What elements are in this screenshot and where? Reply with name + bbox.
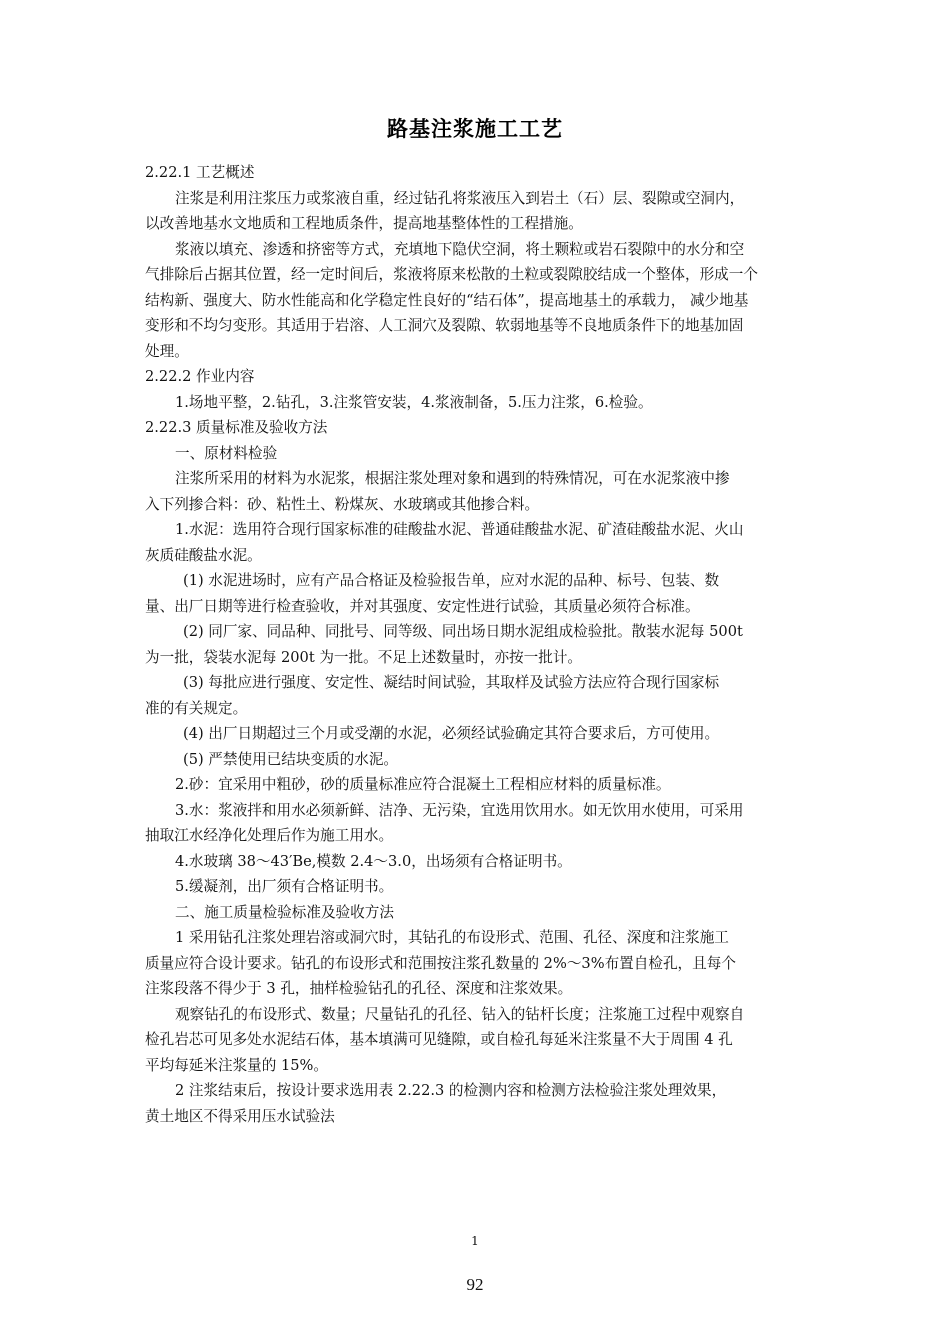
text-line: 量、出厂日期等进行检查验收，并对其强度、安定性进行试验，其质量必须符合标准。	[145, 597, 700, 615]
text-line: (3) 每批应进行强度、安定性、凝结时间试验，其取样及试验方法应符合现行国家标	[183, 674, 720, 691]
text-line: 入下列掺合料：砂、粘性土、粉煤灰、水玻璃或其他掺合料。	[145, 495, 540, 513]
text-line: 2.22.3 质量标准及验收方法	[145, 419, 328, 436]
text-line: 准的有关规定。	[145, 699, 248, 717]
text-line: 注浆是利用注浆压力或浆液自重，经过钻孔将浆液压入到岩土（石）层、裂隙或空洞内，	[175, 189, 745, 207]
text-line: 平均每延米注浆量的 15%。	[145, 1056, 329, 1074]
text-line: 注浆所采用的材料为水泥浆，根据注浆处理对象和遇到的特殊情况，可在水泥浆液中掺	[175, 470, 730, 487]
text-line: 气排除后占据其位置，经一定时间后，浆液将原来松散的土粒或裂隙胶结成一个整体，形成一个	[145, 266, 758, 283]
text-line: (4) 出厂日期超过三个月或受潮的水泥，必须经试验确定其符合要求后，方可使用。	[183, 725, 720, 742]
text-line: 2.22.2 作业内容	[145, 368, 255, 385]
text-line: 为一批，袋装水泥每 200t 为一批。不足上述数量时，亦按一批计。	[145, 648, 583, 666]
text-line: (1) 水泥进场时，应有产品合格证及检验报告单，应对水泥的品种、标号、包装、数	[183, 572, 720, 589]
text-line: 一、原材料检验	[175, 444, 278, 462]
text-line: (2) 同厂家、同品种、同批号、同等级、同出场日期水泥组成检验批。散装水泥每 500t	[183, 623, 743, 640]
text-line: 结构新、强度大、防水性能高和化学稳定性良好的“结石体”，提高地基土的承载力， 减少地基	[145, 291, 749, 309]
document-title: 路基注浆施工工艺	[387, 117, 563, 141]
text-line: 2.22.1 工艺概述	[145, 164, 255, 181]
text-line: (5) 严禁使用已结块变质的水泥。	[183, 750, 399, 768]
text-line: 二、施工质量检验标准及验收方法	[175, 903, 394, 921]
text-line: 2.砂：宜采用中粗砂，砂的质量标准应符合混凝土工程相应材料的质量标准。	[175, 776, 671, 793]
text-line: 黄土地区不得采用压水试验法	[145, 1107, 335, 1125]
book-page-number: 92	[466, 1275, 484, 1294]
text-line: 以改善地基水文地质和工程地质条件，提高地基整体性的工程措施。	[145, 215, 583, 232]
text-line: 抽取江水经净化处理后作为施工用水。	[145, 827, 394, 844]
text-line: 3.水：浆液拌和用水必须新鲜、洁净、无污染，宜选用饮用水。如无饮用水使用，可采用	[175, 801, 744, 819]
text-line: 2 注浆结束后，按设计要求选用表 2.22.3 的检测内容和检测方法检验注浆处理效果，	[175, 1082, 727, 1099]
document-body	[145, 160, 807, 1129]
text-line: 处理。	[145, 342, 189, 360]
text-line: 变形和不均匀变形。其适用于岩溶、人工洞穴及裂隙、软弱地基等不良地质条件下的地基加固	[145, 317, 744, 334]
text-line: 观察钻孔的布设形式、数量；尺量钻孔的孔径、钻入的钻杆长度；注浆施工过程中观察自	[175, 1005, 745, 1023]
text-line: 检孔岩芯可见多处水泥结石体，基本填满可见缝隙，或自检孔每延米注浆量不大于周围 4 孔	[145, 1031, 733, 1048]
text-line: 5.缓凝剂，出厂须有合格证明书。	[175, 878, 394, 895]
text-line: 质量应符合设计要求。钻孔的布设形式和范围按注浆孔数量的 2%～3%布置自检孔，且每个	[145, 954, 736, 972]
text-line: 灰质硅酸盐水泥。	[145, 546, 262, 564]
text-line: 4.水玻璃 38～43′Be,模数 2.4～3.0，出场须有合格证明书。	[175, 852, 572, 870]
page-number: 1	[471, 1234, 479, 1248]
text-line: 1 采用钻孔注浆处理岩溶或洞穴时，其钻孔的布设形式、范围、孔径、深度和注浆施工	[175, 929, 729, 946]
text-line: 注浆段落不得少于 3 孔，抽样检验钻孔的孔径、深度和注浆效果。	[145, 980, 573, 997]
text-line: 1.场地平整，2.钻孔，3.注浆管安装，4.浆液制备，5.压力注浆，6.检验。	[175, 393, 653, 411]
text-line: 浆液以填充、渗透和挤密等方式，充填地下隐伏空洞，将土颗粒或岩石裂隙中的水分和空	[175, 240, 745, 258]
text-line: 1.水泥：选用符合现行国家标准的硅酸盐水泥、普通硅酸盐水泥、矿渣硅酸盐水泥、火山	[175, 521, 744, 538]
